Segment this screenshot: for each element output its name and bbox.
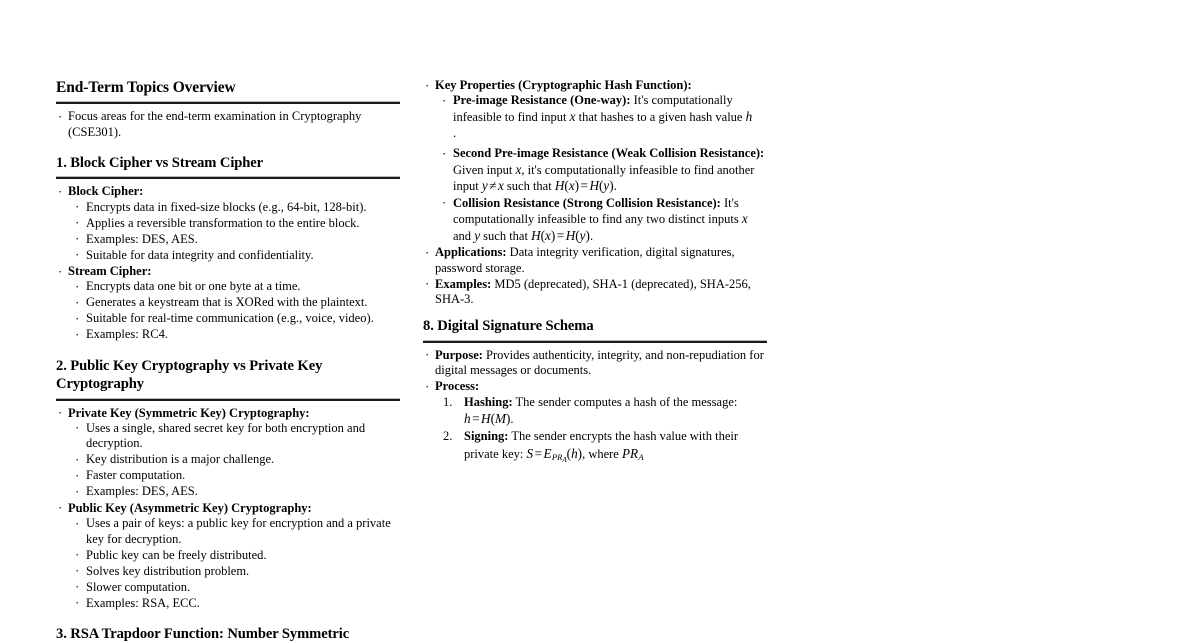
list-item xyxy=(423,379,768,464)
spacer xyxy=(56,344,401,357)
math-inequality: y ≠ x xyxy=(481,178,504,194)
sublist xyxy=(435,93,768,244)
sub-text: Faster computation. xyxy=(86,468,186,483)
math-equation-hxhy: H(x) = H(y) xyxy=(531,227,590,243)
section-8-list xyxy=(423,348,768,465)
list-item xyxy=(68,232,401,248)
term-label: Examples: xyxy=(435,276,492,291)
term-label: Hashing: xyxy=(464,394,513,409)
math-var-x: x xyxy=(569,108,576,124)
body-text: , it's computationally infeasible to find another input xyxy=(453,162,755,194)
list-item xyxy=(56,264,401,343)
orphan-period: . xyxy=(453,125,457,140)
term-label: Process: xyxy=(435,379,480,394)
list-item xyxy=(68,216,401,232)
body-text: Data integrity verification, digital signatures, password storage. xyxy=(435,245,735,275)
right-column xyxy=(423,78,768,626)
body-text: such that xyxy=(483,228,528,243)
list-item xyxy=(56,501,401,611)
section-heading-2: 2. Public Key Cryptography vs Private Key Cryptography xyxy=(56,357,323,393)
page-title: End-Term Topics Overview xyxy=(56,79,236,96)
list-item xyxy=(423,348,768,379)
spacer xyxy=(56,612,401,625)
term-label: Second Pre-image Resistance (Weak Collision Resistance): xyxy=(453,146,765,161)
document-title-block xyxy=(56,78,401,104)
sub-text: Applies a reversible transformation to the entire block. xyxy=(86,215,360,230)
spacer xyxy=(423,308,768,317)
term-label: Signing: xyxy=(464,429,509,444)
body-text: , where xyxy=(582,446,619,461)
intro-list xyxy=(56,109,401,140)
section-8-heading-block xyxy=(423,317,768,342)
list-item xyxy=(68,421,401,452)
spacer xyxy=(56,141,401,154)
intro-text: Focus areas for the end-term examination in Cryptography (CSE301). xyxy=(68,109,362,139)
list-item xyxy=(435,429,768,465)
math-equation-hxhy: H(x) = H(y) xyxy=(554,178,614,194)
list-item xyxy=(68,596,401,612)
sublist xyxy=(68,200,401,264)
sub-text: Public key can be freely distributed. xyxy=(86,547,267,562)
body-text: Given input xyxy=(453,162,513,177)
section-1-heading-block xyxy=(56,154,401,179)
sub-text: Examples: DES, AES. xyxy=(86,484,198,499)
list-item xyxy=(435,196,768,245)
list-item xyxy=(68,516,401,547)
section-heading-3-clipped: 3. RSA Trapdoor Function: Number Symmetric xyxy=(56,626,350,642)
body-text: It's computationally infeasible to find input xyxy=(453,93,733,124)
term-label: Applications: xyxy=(435,245,507,260)
sub-text: Suitable for real-time communication (e.g., voice, video). xyxy=(86,311,374,326)
body-text: It's computationally infeasible to find any two distinct inputs xyxy=(453,195,739,227)
section-1-list xyxy=(56,184,401,343)
body-text: MD5 (deprecated), SHA-1 (deprecated), SHA-256, SHA-3. xyxy=(435,276,751,307)
sub-text: Examples: RSA, ECC. xyxy=(86,595,200,610)
math-var-y: y xyxy=(474,227,481,243)
left-column xyxy=(56,78,401,642)
sub-text: Uses a single, shared secret key for both encryption and decryption. xyxy=(86,420,366,451)
sub-text: Solves key distribution problem. xyxy=(86,563,250,578)
term-label: Public Key (Asymmetric Key) Cryptography: xyxy=(68,500,312,515)
body-text: The sender encrypts the hash value with their private key: xyxy=(464,429,739,461)
list-item xyxy=(68,484,401,500)
math-equation-hashing: h = H(M) xyxy=(464,411,511,427)
term-label: Key Properties (Cryptographic Hash Function): xyxy=(435,78,692,92)
sub-text: Encrypts data in fixed-size blocks (e.g., 64-bit, 128-bit). xyxy=(86,199,367,214)
body-text: that hashes to a given hash value xyxy=(578,109,743,124)
math-pr-a: $PR_A$ xyxy=(621,445,644,463)
body-text: The sender computes a hash of the message: xyxy=(515,394,738,409)
list-item xyxy=(68,200,401,216)
sublist xyxy=(68,516,401,611)
title-rule xyxy=(56,101,400,104)
math-var-h: h xyxy=(745,108,753,124)
term-label: Private Key (Symmetric Key) Cryptography: xyxy=(68,405,310,420)
list-item xyxy=(68,548,401,564)
math-equation-signing: $S = E_{PR_A}(h)$ xyxy=(526,445,583,464)
process-steps xyxy=(435,395,768,465)
list-item xyxy=(68,327,401,343)
list-item xyxy=(68,580,401,596)
math-var-x: x xyxy=(741,211,748,227)
list-item xyxy=(435,93,768,125)
section-2-list xyxy=(56,406,401,612)
body-text: such that xyxy=(506,179,552,194)
list-item xyxy=(423,245,768,276)
term-label: Purpose: xyxy=(435,347,483,362)
term-label: Pre-image Resistance (One-way): xyxy=(453,93,631,108)
list-item xyxy=(435,395,768,429)
list-item xyxy=(68,248,401,264)
sub-text: Uses a pair of keys: a public key for encryption and a private key for decryption. xyxy=(86,516,391,546)
list-item xyxy=(423,78,768,244)
list-item xyxy=(68,279,401,295)
section-1-rule xyxy=(56,176,400,179)
section-2-rule xyxy=(56,398,400,401)
sub-text: Encrypts data one bit or one byte at a time. xyxy=(86,279,301,294)
body-text: Provides authenticity, integrity, and non-repudiation for digital messages or documents. xyxy=(435,347,764,378)
term-label: Block Cipher: xyxy=(68,184,144,199)
period: . xyxy=(613,179,617,194)
period: . xyxy=(589,228,594,243)
sub-text: Examples: RC4. xyxy=(86,327,168,342)
list-item xyxy=(435,146,768,195)
sub-text: Suitable for data integrity and confidentiality. xyxy=(86,247,314,262)
list-item xyxy=(68,468,401,484)
period: . xyxy=(510,412,514,427)
body-text: and xyxy=(453,228,472,243)
term-label: Stream Cipher: xyxy=(68,264,152,278)
section-8-rule xyxy=(423,340,767,343)
section-2-heading-block xyxy=(56,357,401,401)
list-item xyxy=(56,184,401,263)
hash-properties-list xyxy=(423,78,768,307)
sublist xyxy=(68,279,401,343)
sub-text: Slower computation. xyxy=(86,579,191,594)
term-label: Collision Resistance (Strong Collision Resistance): xyxy=(453,195,721,210)
section-heading-8: 8. Digital Signature Schema xyxy=(423,318,594,335)
list-item xyxy=(68,564,401,580)
list-item xyxy=(68,452,401,468)
list-item xyxy=(68,295,401,311)
sub-text: Key distribution is a major challenge. xyxy=(86,452,275,467)
math-var-x: x xyxy=(515,161,522,177)
list-item xyxy=(56,109,401,140)
sublist xyxy=(68,421,401,500)
orphan-period-line xyxy=(435,126,768,142)
list-item xyxy=(56,406,401,500)
sub-text: Generates a keystream that is XORed with the plaintext. xyxy=(86,295,368,310)
list-item xyxy=(68,311,401,327)
section-heading-1: 1. Block Cipher vs Stream Cipher xyxy=(56,154,264,171)
list-item xyxy=(423,277,768,308)
sub-text: Examples: DES, AES. xyxy=(86,231,198,246)
